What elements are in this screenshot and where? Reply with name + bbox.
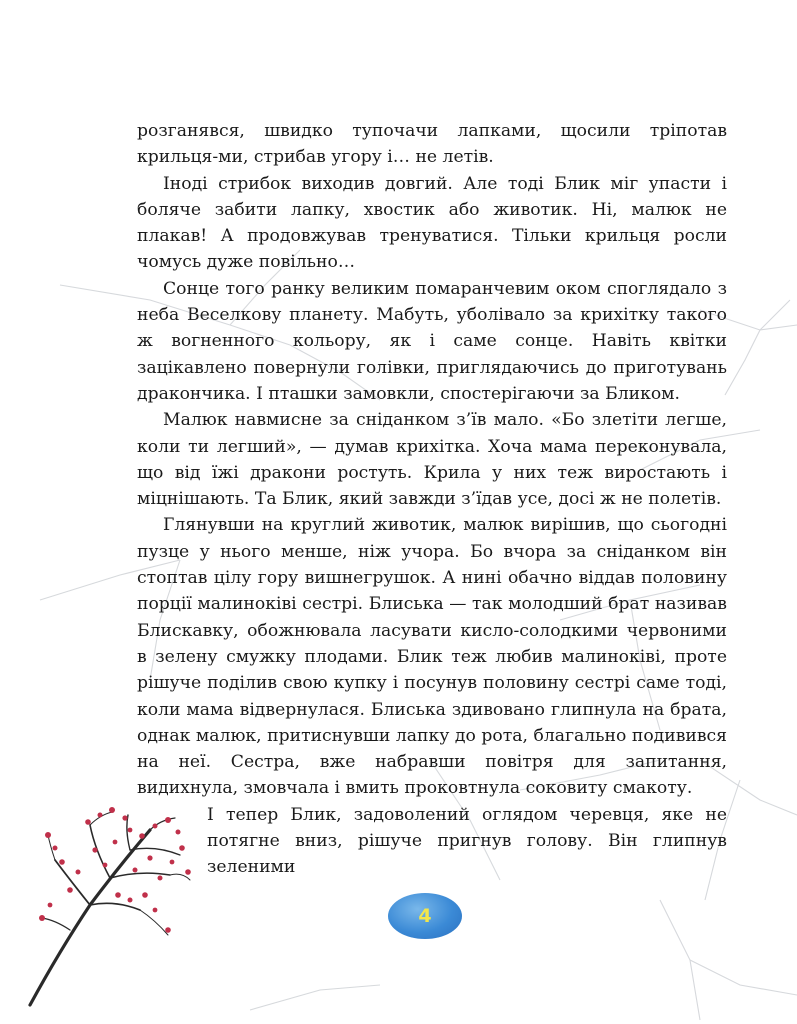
paragraph-1: розганявся, швидко тупочачи лапками, щосили тріпотав крильця-ми, стрибав угору і… не летів. [137, 121, 727, 168]
story-text [137, 118, 727, 881]
paragraph-6: І тепер Блик, задоволений оглядом черевця, яке не потягне вниз, рішуче пригнув голову. Він глипнув зеленими [207, 804, 727, 878]
page-number: 4 [418, 905, 432, 927]
paragraph-3: Сонце того ранку великим помаранчевим оком споглядало з неба Веселкову планету. Мабуть, уболівало за крихітку такого ж вогненного кольору, як і саме сонце. Навіть квітки зацікавлено повернули голівки, приглядаючись до приготувань дракончика. І пташки замовкли, спостерігаючи за Бликом. [137, 278, 727, 404]
page-number-badge [388, 893, 462, 939]
paragraph-2: Іноді стрибок виходив довгий. Але тоді Блик міг упасти і боляче забити лапку, хвостик або животик. Ні, малюк не плакав! А продовжував тренуватися. Тільки крильця росли чомусь дуже повільно… [137, 173, 727, 273]
paragraph-4: Малюк навмисне за сніданком з’їв мало. «Бо злетіти легше, коли ти легший», — думав крихітка. Хоча мама переконувала, що від їжі дракони ростуть. Крила у них теж виростають і міцнішають. Та Блик, який завжди з’їдав усе, досі ж не полетів. [137, 410, 727, 510]
paragraph-5: Глянувши на круглий животик, малюк вирішив, що сьогодні пузце у нього менше, ніж учора. Бо вчора за сніданком він стоптав цілу гору вишнегрушок. А нині обачно віддав половину порції малиноківі сестрі. Блиська — так молодший брат називав Блискавку, обожнювала ласувати кисло-солодкими червоними в зелену смужку плодами. Блик теж любив малиноківі, проте рішуче поділив свою купку і посунув половину сестрі саме тоді, коли мама відвернулася. Блиська здивовано глипнула на брата, однак малюк, притиснувши лапку до рота, благально подивився на неї. Сестра, вже набравши повітря для запитання, видихнула, змовчала і вмить проковтнула соковиту смакоту. [137, 515, 727, 799]
